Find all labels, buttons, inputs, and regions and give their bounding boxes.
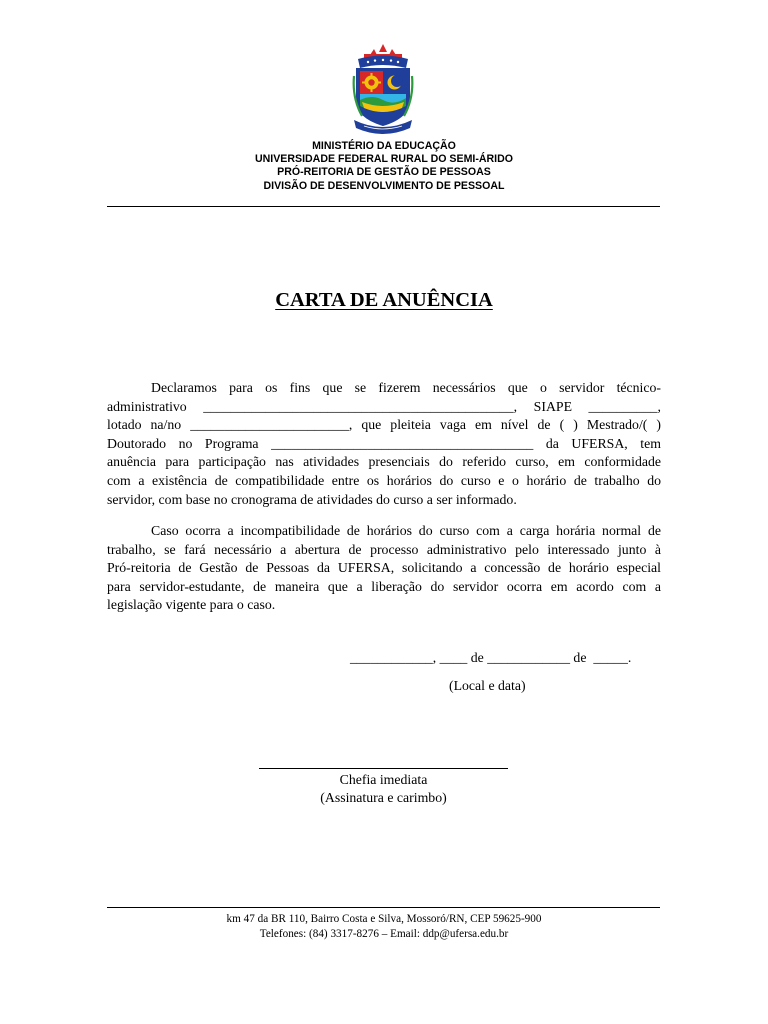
document-title [0,288,768,312]
paragraph-line: trabalho, se fará necessário a abertura de processo administrativo pelo interessado junto à [107,541,661,557]
place-date-caption: (Local e data) [449,678,526,693]
institution-header [0,140,768,193]
paragraph-line: Caso ocorra a incompatibilidade de horários do curso com a carga horária normal de [151,523,661,538]
signature-title: Chefia imediata [339,772,428,787]
header-line-ministry: MINISTÉRIO DA EDUCAÇÃO [312,140,456,152]
paragraph-line: Pró-reitoria de Gestão de Pessoas da UFERSA, solicitando a concessão de horário especial [107,560,661,576]
ufersa-coat-of-arms-icon [352,42,414,136]
signature-subtitle: (Assinatura e carimbo) [320,790,447,806]
paragraph-line: lotado na/no _______________________, que pleiteia vaga em nível de ( ) Mestrado/( ) [107,417,661,433]
signature-block [259,771,508,808]
header-line-university: UNIVERSIDADE FEDERAL RURAL DO SEMI-ÁRIDO [255,153,513,166]
paragraph-line: legislação vigente para o caso. [107,597,276,613]
paragraph-line: anuência para participação nas atividades presenciais do referido curso, em conformidade [107,454,661,470]
paragraph-line: servidor, com base no cronograma de atividades do curso a ser informado. [107,491,517,507]
footer-address: km 47 da BR 110, Bairro Costa e Silva, Mossoró/RN, CEP 59625-900 [226,913,542,925]
header-line-pro-rectory: PRÓ-REITORIA DE GESTÃO DE PESSOAS [277,166,491,179]
signature-line[interactable] [259,768,508,769]
header-line-division: DIVISÃO DE DESENVOLVIMENTO DE PESSOAL [263,179,505,192]
paragraph-line: com a existência de compatibilidade entre os horários do curso e o horário de trabalho do [107,472,661,488]
declaration-paragraph [107,379,661,509]
document-title-text: CARTA DE ANUÊNCIA [275,289,493,311]
header-divider [107,206,660,207]
footer [0,912,768,942]
paragraph-line: Declaramos para os fins que se fizerem necessários que o servidor técnico- [151,380,661,395]
paragraph-line: administrativo _____________________________________________, SIAPE __________, [107,398,661,414]
paragraph-line: Doutorado no Programa ______________________________________ da UFERSA, tem [107,435,661,451]
place-date-field[interactable]: ____________, ____ de ____________ de _____. [350,650,632,665]
footer-divider [107,907,660,908]
footer-contact: Telefones: (84) 3317-8276 – Email: ddp@ufersa.edu.br [259,928,509,940]
incompatibility-paragraph [107,522,661,615]
paragraph-line: para servidor-estudante, de maneira que a liberação do servidor ocorra em acordo com a [107,578,661,594]
